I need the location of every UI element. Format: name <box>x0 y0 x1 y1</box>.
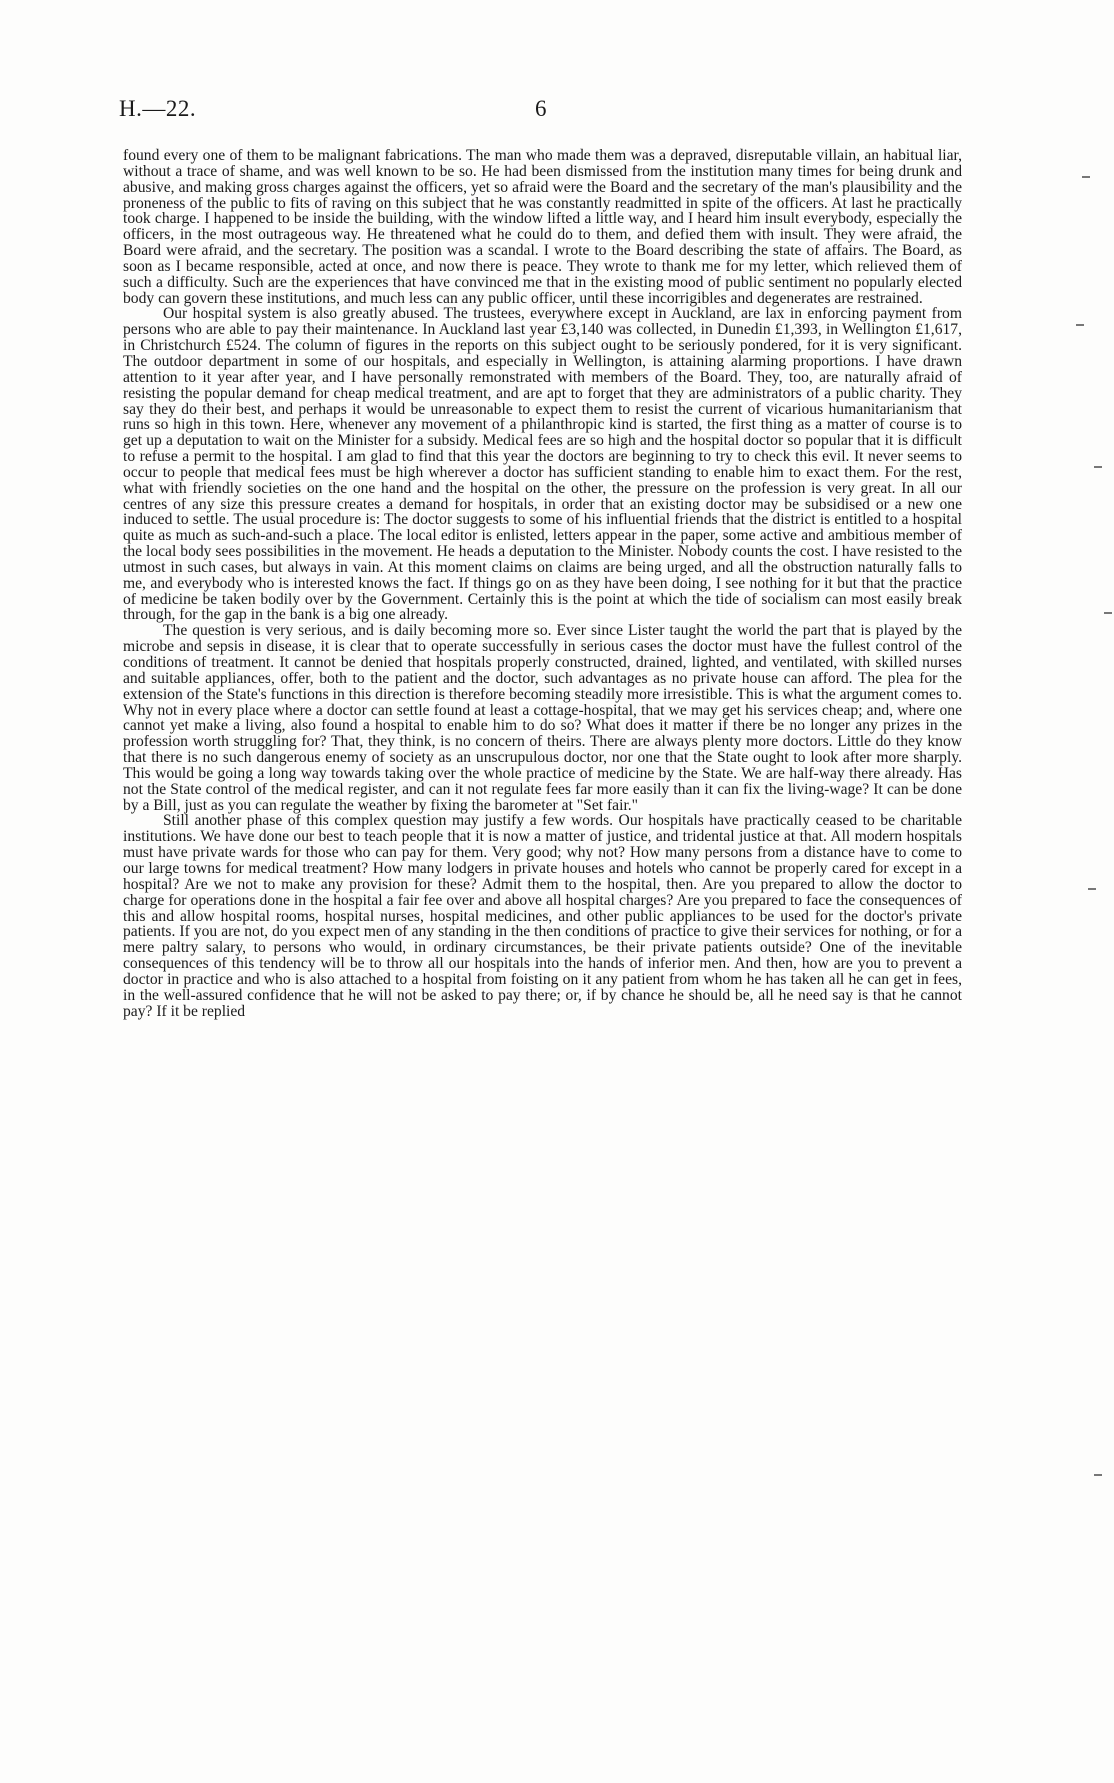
scan-artifact-mark <box>1094 1474 1102 1476</box>
page-number: 6 <box>535 96 547 121</box>
paragraph-3: The question is very serious, and is daily becoming more so. Ever since Lister taught the world the part that is played by the microbe and sepsis in disease, it is clear that to operate successfully in serious cases the doctor must have the fullest control of the conditions of treatment. It cannot be denied that hospitals properly constructed, drained, lighted, and ventilated, with skilled nurses and suitable appliances, offer, both to the patient and the doctor, such advantages as no private house can afford. The plea for the extension of the State's functions in this direction is therefore becoming steadily more irresistible. This is what the argument comes to. Why not in every place where a doctor can settle found at least a cottage-hospital, that we may get his services cheap; and, where one cannot yet make a living, also found a hospital to enable him to do so? What does it matter if there be no longer any prizes in the profession worth struggling for? That, they think, is no concern of theirs. There are always plenty more doctors. Little do they know that there is no such dangerous enemy of society as an unscrupulous doctor, nor one that the State ought to look after more sharply. This would be going a long way towards taking over the whole practice of medicine by the State. We are half-way there already. Has not the State control of the medical register, and can it not regulate fees far more easily than it can fix the living-wage? It can be done by a Bill, just as you can regulate the weather by fixing the barometer at "Set fair." <box>123 622 962 814</box>
scan-artifact-mark <box>1094 466 1102 468</box>
paragraph-4: Still another phase of this complex question may justify a few words. Our hospitals have practically ceased to be charitable institutions. We have done our best to teach people that it is now a matter of justice, and tridental justice at that. All modern hospitals must have private wards for those who can pay for them. Very good; why not? How many persons from a distance have to come to our large towns for medical treatment? How many lodgers in private houses and hotels who cannot be properly cared for except in a hospital? Are we not to make any provision for these? Admit them to the hospital, then. Are you prepared to allow the doctor to charge for operations done in the hospital a fair fee over and above all hospital charges? Are you prepared to face the consequences of this and allow hospital rooms, hospital nurses, hospital medicines, and other public appliances to be used for the doctor's private patients. If you are not, do you expect men of any standing in the then conditions of practice to give their services for nothing, or for a mere paltry salary, to persons who would, in ordinary circumstances, be their private patients outside? One of the inevitable consequences of this tendency will be to throw all our hospitals into the hands of inferior men. And then, how are you to prevent a doctor in practice and who is also attached to a hospital from foisting on it any patient from whom he has taken all he can get in fees, in the well-assured confidence that he will not be asked to pay there; or, if by chance he should be, all he need say is that he cannot pay? If it be replied <box>123 812 962 1020</box>
body-text <box>123 148 962 1019</box>
scan-artifact-mark <box>1082 176 1090 178</box>
paragraph-2: Our hospital system is also greatly abused. The trustees, everywhere except in Auckland, are lax in enforcing payment from persons who are able to pay their maintenance. In Auckland last year £3,140 was collected, in Dunedin £1,393, in Wellington £1,617, in Christchurch £524. The column of figures in the reports on this subject ought to be seriously pondered, for it is very significant. The outdoor department in some of our hospitals, and especially in Wellington, is attaining alarming proportions. I have drawn attention to it year after year, and I have personally remonstrated with members of the Board. They, too, are naturally afraid of resisting the popular demand for cheap medical treatment, and are apt to forget that they are administrators of a public charity. They say they do their best, and perhaps it would be unreasonable to expect them to resist the current of vicarious humanitarianism that runs so high in this town. Here, whenever any movement of a philanthropic kind is started, the first thing as a matter of course is to get up a deputation to wait on the Minister for a subsidy. Medical fees are so high and the hospital doctor so popular that it is difficult to refuse a permit to the hospital. I am glad to find that this year the doctors are beginning to try to check this evil. It never seems to occur to people that medical fees must be high wherever a doctor has sufficient standing to enable him to exact them. For the rest, what with friendly societies on the one hand and the hospital on the other, the pressure on the profession is very great. In all our centres of any size this pressure creates a demand for hospitals, in order that an existing doctor may be subsidised or a new one induced to settle. The usual procedure is: The doctor suggests to some of his influential friends that the district is entitled to a hospital quite as much as such-and-such a place. The local editor is enlisted, letters appear in the paper, some active and ambitious member of the local body sees possibilities in the movement. He heads a deputation to the Minister. Nobody counts the cost. I have resisted to the utmost in such cases, but always in vain. At this moment claims on claims are being urged, and all the obstruction naturally falls to me, and everybody who is interested knows the fact. If things go on as they have been doing, I see nothing for it but that the practice of medicine be taken bodily over by the Government. Certainly this is the point at which the tide of socialism can most easily break through, for the gap in the bank is a big one already. <box>123 305 962 624</box>
scan-artifact-mark <box>1076 324 1084 326</box>
scan-artifact-mark <box>1104 612 1112 614</box>
document-reference: H.—22. <box>119 96 197 121</box>
scan-artifact-mark <box>1088 888 1096 890</box>
page-header <box>119 96 961 130</box>
paragraph-1: found every one of them to be malignant fabrications. The man who made them was a depraved, disreputable villain, an habitual liar, without a trace of shame, and was well known to be so. He had been dismissed from the institution many times for being drunk and abusive, and making gross charges against the officers, yet so afraid were the Board and the secretary of the man's plausibility and the proneness of the public to fits of raving on this subject that he was constantly readmitted in spite of the officers. At last he practically took charge. I happened to be inside the building, with the window lifted a little way, and I heard him insult everybody, especially the officers, in the most outrageous way. He threatened what he could do to them, and defied them with insult. They were afraid, the Board were afraid, and the secretary. The position was a scandal. I wrote to the Board describing the state of affairs. The Board, as soon as I became responsible, acted at once, and now there is peace. They wrote to thank me for my letter, which relieved them of such a difficulty. Such are the experiences that have convinced me that in the existing mood of public sentiment no popularly elected body can govern these institutions, and much less can any public officer, until these incorrigibles and degenerates are restrained. <box>123 147 962 307</box>
